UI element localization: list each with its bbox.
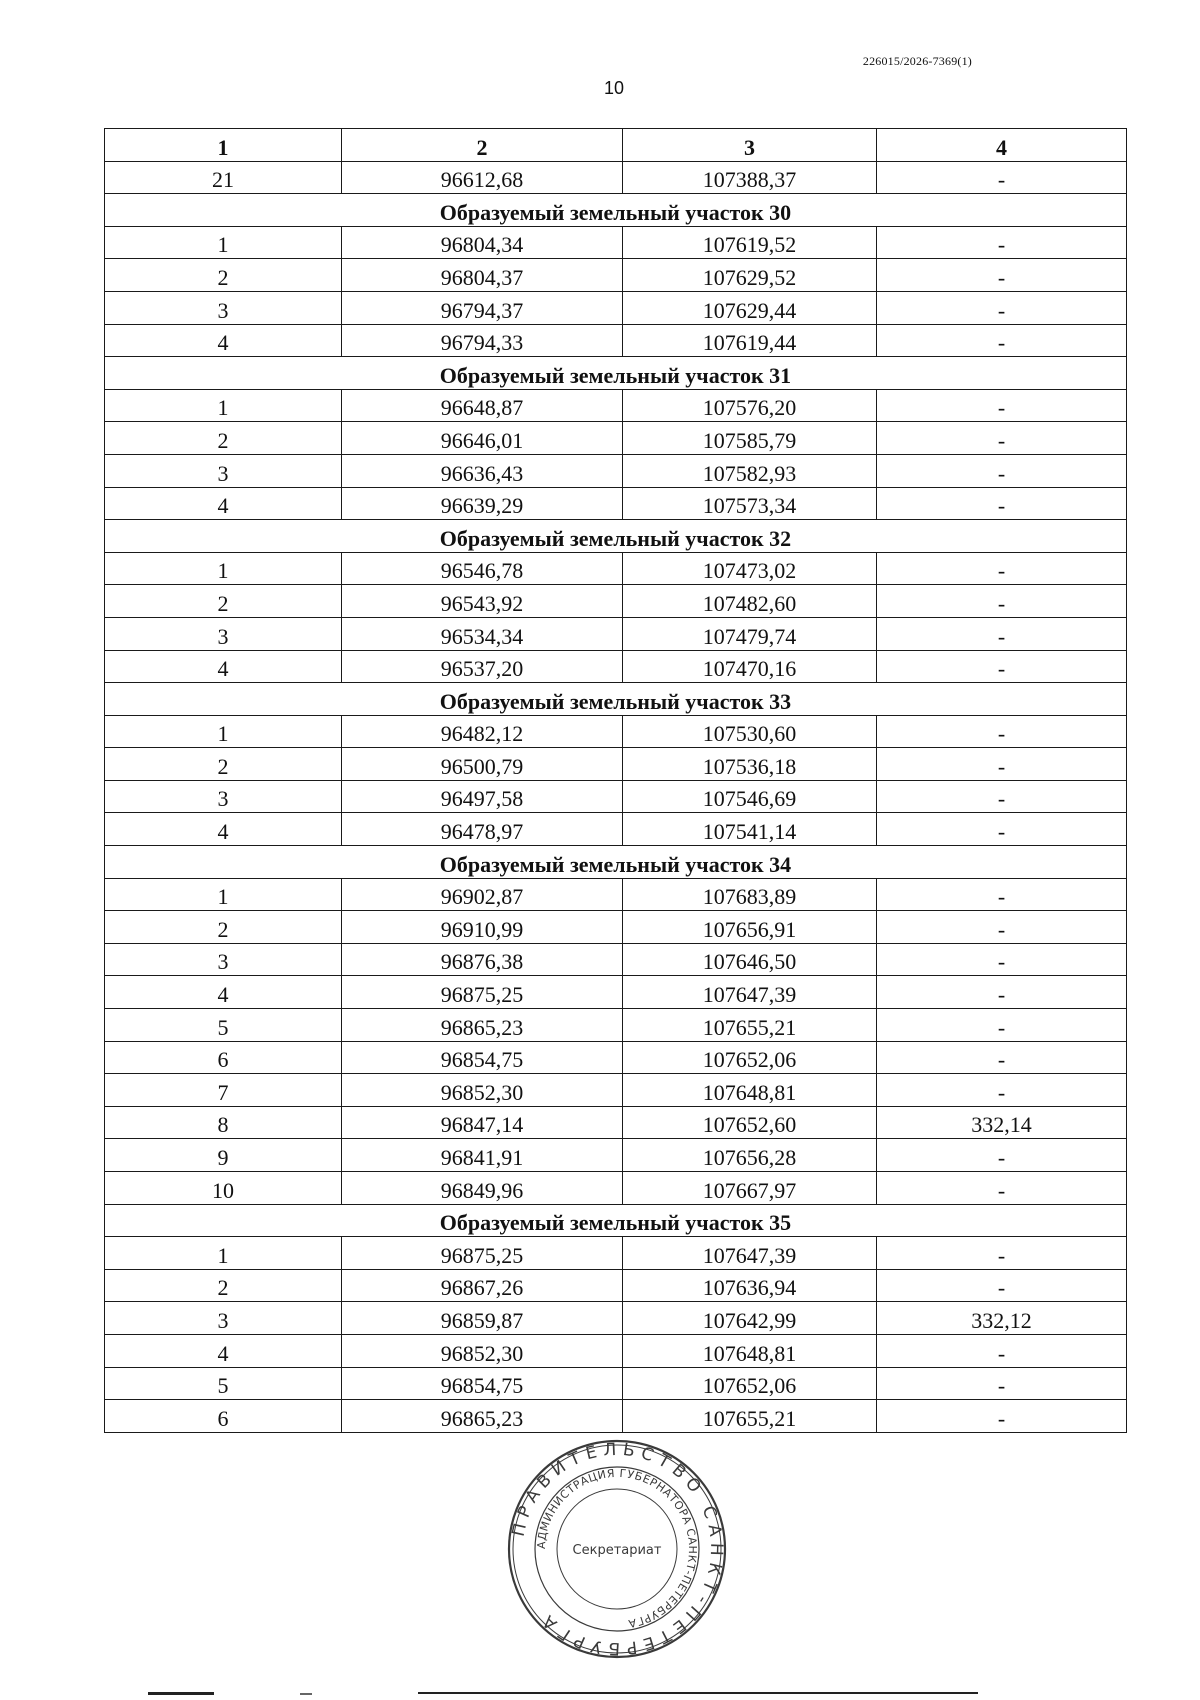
table-cell: 107470,16 [623,650,877,683]
table-row [105,1074,1127,1107]
table-cell: - [877,422,1127,455]
table-cell: 96646,01 [342,422,623,455]
table-cell: 107629,52 [623,259,877,292]
table-cell: 332,14 [877,1106,1127,1139]
table-cell: 2 [105,1269,342,1302]
table-cell: - [877,226,1127,259]
table-cell: 96867,26 [342,1269,623,1302]
table-cell: 7 [105,1074,342,1107]
table-cell: 96648,87 [342,389,623,422]
table-row [105,454,1127,487]
table-cell: - [877,1009,1127,1042]
table-cell: - [877,813,1127,846]
table-cell: 21 [105,161,342,194]
table-cell: 9 [105,1139,342,1172]
section-row [105,683,1127,716]
section-title: Образуемый земельный участок 33 [105,683,1127,716]
table-row [105,422,1127,455]
table-row [105,324,1127,357]
table-cell: 96543,92 [342,585,623,618]
table-cell: 107656,28 [623,1139,877,1172]
table-cell: 107648,81 [623,1334,877,1367]
table-cell: 96478,97 [342,813,623,846]
table-cell: 96537,20 [342,650,623,683]
table-row [105,161,1127,194]
table-row [105,650,1127,683]
table-cell: 107619,44 [623,324,877,357]
table-row [105,1009,1127,1042]
table-cell: - [877,650,1127,683]
seal-center-text: Секретариат [572,1543,662,1558]
table-row [105,1237,1127,1270]
table-cell: - [877,1074,1127,1107]
table-cell: 4 [105,324,342,357]
table-cell: 8 [105,1106,342,1139]
table-cell: 107576,20 [623,389,877,422]
table-cell: 107683,89 [623,878,877,911]
table-cell: - [877,1367,1127,1400]
table-cell: 107479,74 [623,617,877,650]
table-cell: 96875,25 [342,976,623,1009]
section-title: Образуемый земельный участок 31 [105,357,1127,390]
table-row [105,389,1127,422]
table-row [105,1106,1127,1139]
table-cell: 1 [105,878,342,911]
table-cell: 6 [105,1400,342,1433]
table-cell: 96852,30 [342,1074,623,1107]
table-cell: 96636,43 [342,454,623,487]
table-row [105,780,1127,813]
column-header: 4 [877,129,1127,162]
table-cell: 96910,99 [342,911,623,944]
table-cell: 107656,91 [623,911,877,944]
table-row [105,911,1127,944]
table-cell: 96847,14 [342,1106,623,1139]
table-cell: 107652,06 [623,1367,877,1400]
table-cell: - [877,324,1127,357]
table-cell: 107541,14 [623,813,877,846]
table-cell: 107652,60 [623,1106,877,1139]
table-cell: 107629,44 [623,291,877,324]
table-cell: - [877,943,1127,976]
table-cell: 107473,02 [623,552,877,585]
table-cell: - [877,1269,1127,1302]
table-row [105,943,1127,976]
table-cell: 107655,21 [623,1009,877,1042]
table-cell: 96875,25 [342,1237,623,1270]
footer-rule-left [148,1692,214,1695]
table-cell: 4 [105,813,342,846]
table-row [105,1334,1127,1367]
table-cell: 107642,99 [623,1302,877,1335]
table-cell: 107619,52 [623,226,877,259]
section-title: Образуемый земельный участок 35 [105,1204,1127,1237]
table-row [105,813,1127,846]
table-cell: 96639,29 [342,487,623,520]
table-cell: 96546,78 [342,552,623,585]
table-cell: - [877,1400,1127,1433]
column-header: 2 [342,129,623,162]
table-row [105,715,1127,748]
page-number: 10 [604,78,625,98]
table-cell: 96902,87 [342,878,623,911]
table-cell: 10 [105,1172,342,1205]
table-cell: 96865,23 [342,1400,623,1433]
table-cell: - [877,161,1127,194]
coordinates-table [104,128,1127,1433]
table-row [105,291,1127,324]
table-cell: 107652,06 [623,1041,877,1074]
section-title: Образуемый земельный участок 30 [105,194,1127,227]
table-row [105,1172,1127,1205]
table-cell: 96859,87 [342,1302,623,1335]
table-cell: - [877,389,1127,422]
table-cell: 1 [105,389,342,422]
table-cell: 2 [105,748,342,781]
table-row [105,487,1127,520]
table-cell: - [877,259,1127,292]
table-body [105,161,1127,1432]
table-row [105,1302,1127,1335]
table-cell: 4 [105,650,342,683]
table-cell: 3 [105,291,342,324]
table-cell: 96865,23 [342,1009,623,1042]
table-cell: - [877,1237,1127,1270]
table-cell: 96852,30 [342,1334,623,1367]
table-cell: 4 [105,1334,342,1367]
table-row [105,226,1127,259]
table-cell: 107648,81 [623,1074,877,1107]
table-cell: 96482,12 [342,715,623,748]
table-cell: 96854,75 [342,1041,623,1074]
table-cell: 3 [105,1302,342,1335]
table-cell: - [877,1139,1127,1172]
table-cell: 107582,93 [623,454,877,487]
table-cell: - [877,1334,1127,1367]
table-cell: 96500,79 [342,748,623,781]
table-row [105,976,1127,1009]
seal-inner-text: АДМИНИСТРАЦИЯ ГУБЕРНАТОРА САНКТ-ПЕТЕРБУРГА [534,1466,700,1631]
table-cell: 5 [105,1367,342,1400]
table-row [105,748,1127,781]
table-cell: 1 [105,715,342,748]
footer-rule-mark [300,1693,312,1695]
section-row [105,520,1127,553]
table-cell: 6 [105,1041,342,1074]
table-cell: 4 [105,487,342,520]
table-cell: - [877,780,1127,813]
table-cell: - [877,911,1127,944]
table-cell: 3 [105,617,342,650]
table-cell: - [877,454,1127,487]
table-cell: 107646,50 [623,943,877,976]
table-cell: - [877,748,1127,781]
table-cell: 107647,39 [623,1237,877,1270]
footer-rule-right [418,1692,978,1694]
document-id: 226015/2026-7369(1) [862,54,972,68]
table-cell: 5 [105,1009,342,1042]
section-row [105,1204,1127,1237]
seal-graphic [506,1438,728,1660]
table-row [105,259,1127,292]
table-cell: 1 [105,1237,342,1270]
table-cell: 96534,34 [342,617,623,650]
table-cell: 3 [105,943,342,976]
table-cell: 107585,79 [623,422,877,455]
table-cell: 2 [105,911,342,944]
table-cell: - [877,291,1127,324]
official-seal [506,1438,728,1660]
table-cell: - [877,976,1127,1009]
table-cell: 1 [105,226,342,259]
table-cell: 96876,38 [342,943,623,976]
section-title: Образуемый земельный участок 34 [105,846,1127,879]
table-cell: - [877,487,1127,520]
table-cell: 107647,39 [623,976,877,1009]
table-cell: 4 [105,976,342,1009]
table-cell: - [877,715,1127,748]
table-cell: 107482,60 [623,585,877,618]
table-cell: 96794,33 [342,324,623,357]
seal-outer-text: ПРАВИТЕЛЬСТВО САНКТ-ПЕТЕРБУРГА [508,1439,727,1659]
table-cell: - [877,585,1127,618]
table-cell: 107667,97 [623,1172,877,1205]
table-cell: 332,12 [877,1302,1127,1335]
table-cell: 107546,69 [623,780,877,813]
table-row [105,1367,1127,1400]
table-cell: 2 [105,585,342,618]
section-row [105,846,1127,879]
table-cell: - [877,1172,1127,1205]
table-row [105,1139,1127,1172]
section-row [105,357,1127,390]
table-cell: 96849,96 [342,1172,623,1205]
table-row [105,1041,1127,1074]
table-cell: 107530,60 [623,715,877,748]
table-cell: 107536,18 [623,748,877,781]
table-cell: 96804,37 [342,259,623,292]
table-row [105,552,1127,585]
table-cell: 107573,34 [623,487,877,520]
table-cell: 96804,34 [342,226,623,259]
table-row [105,617,1127,650]
table-cell: 107388,37 [623,161,877,194]
table-cell: - [877,1041,1127,1074]
table-cell: - [877,552,1127,585]
table-cell: 107636,94 [623,1269,877,1302]
table-cell: 1 [105,552,342,585]
column-header: 1 [105,129,342,162]
table-row [105,1269,1127,1302]
table-cell: 96841,91 [342,1139,623,1172]
table-cell: 107655,21 [623,1400,877,1433]
table-row [105,1400,1127,1433]
table-cell: 96854,75 [342,1367,623,1400]
table-cell: 3 [105,780,342,813]
column-header: 3 [623,129,877,162]
table-cell: 2 [105,259,342,292]
table-row [105,878,1127,911]
section-row [105,194,1127,227]
table-cell: 96497,58 [342,780,623,813]
table-cell: 3 [105,454,342,487]
table-cell: 96794,37 [342,291,623,324]
table-cell: 2 [105,422,342,455]
section-title: Образуемый земельный участок 32 [105,520,1127,553]
table-header-row [105,129,1127,162]
table-cell: - [877,878,1127,911]
table-cell: - [877,617,1127,650]
table-row [105,585,1127,618]
table-cell: 96612,68 [342,161,623,194]
